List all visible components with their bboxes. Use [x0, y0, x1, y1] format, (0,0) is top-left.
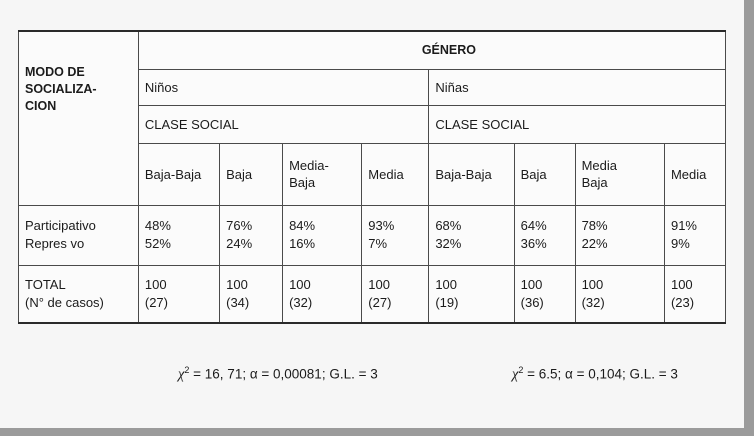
data-cell: 93% 7% — [362, 205, 429, 265]
class-label — [283, 143, 362, 205]
row-header-cell — [19, 31, 139, 205]
class-label-line: Media — [581, 158, 617, 173]
row-label-line: (N° de casos) — [25, 294, 104, 310]
class-label — [575, 143, 664, 205]
data-cell: 100 (32) — [575, 265, 664, 323]
data-cell: 100 (23) — [664, 265, 725, 323]
data-cell: 78% 22% — [575, 205, 664, 265]
row-label-line: Repres vo — [25, 236, 85, 251]
gender-label-ninas: Niñas — [429, 69, 726, 105]
data-cell: 76% 24% — [220, 205, 283, 265]
data-cell: 100 (34) — [220, 265, 283, 323]
row-header-line: CION — [25, 99, 57, 113]
data-cell: 48% 52% — [138, 205, 219, 265]
class-label-line: Baja-Baja — [144, 166, 202, 182]
row-label-cell — [19, 265, 139, 323]
class-label — [429, 143, 514, 205]
class-label-line: Baja — [520, 166, 547, 182]
data-cell: 100 (27) — [362, 265, 429, 323]
data-cell: 68% 32% — [429, 205, 514, 265]
class-label — [514, 143, 575, 205]
class-label-line: Media — [670, 166, 707, 182]
class-label — [138, 143, 219, 205]
class-label-line: Baja-Baja — [435, 166, 492, 182]
class-label-line: Baja — [289, 175, 316, 190]
chi-square-ninas: $\chi^2 = 6.5$; α = 0,104; G.L. = 3 — [512, 365, 678, 383]
class-label-line: Baja — [226, 166, 253, 182]
class-header-ninos: CLASE SOCIAL — [138, 105, 428, 143]
data-cell: 100 (19) — [429, 265, 514, 323]
row-header-line: SOCIALIZA- — [25, 82, 97, 96]
class-label — [220, 143, 283, 205]
row-header-line: MODO DE — [25, 65, 85, 79]
data-cell: 100 (32) — [283, 265, 362, 323]
chi-square-ninos: $\chi^2 = 16$, 71; α = 0,00081; G.L. = 3 — [178, 365, 378, 383]
data-cell: 91% 9% — [664, 205, 725, 265]
data-cell: 100 (36) — [514, 265, 575, 323]
row-label-cell — [19, 205, 139, 265]
row-label-line: TOTAL — [25, 276, 66, 292]
table-row — [19, 265, 726, 323]
data-cell: 84% 16% — [283, 205, 362, 265]
class-header-ninas: CLASE SOCIAL — [429, 105, 726, 143]
gender-label-ninos: Niños — [138, 69, 428, 105]
socialization-table — [18, 30, 726, 324]
data-cell: 100 (27) — [138, 265, 219, 323]
class-label-line: Media — [368, 166, 404, 182]
group-header: GÉNERO — [138, 31, 725, 69]
table-row — [19, 205, 726, 265]
class-label — [664, 143, 725, 205]
data-cell: 64% 36% — [514, 205, 575, 265]
class-label-line: Baja — [581, 175, 608, 190]
class-label — [362, 143, 429, 205]
row-label-line: Participativo — [25, 218, 96, 233]
class-label-line: Media- — [289, 158, 329, 173]
